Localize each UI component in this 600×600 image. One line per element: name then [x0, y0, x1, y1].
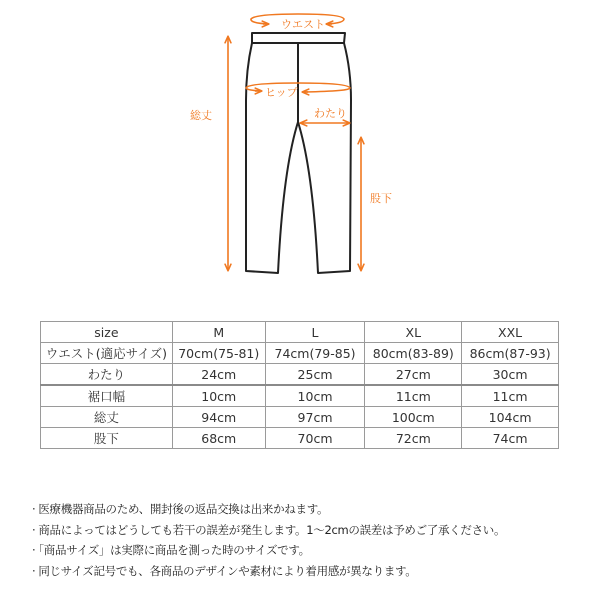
- table-cell: 70cm(75-81): [172, 343, 265, 364]
- row-label: 股下: [41, 428, 173, 449]
- table-row: [41, 364, 559, 386]
- notes-list: [32, 499, 592, 581]
- row-label: ウエスト(適応サイズ): [41, 343, 173, 364]
- header-cell: XXL: [462, 322, 559, 343]
- table-cell: 74cm: [462, 428, 559, 449]
- table-row: [41, 385, 559, 407]
- row-label: 裾口幅: [41, 385, 173, 407]
- thigh-label: わたり: [314, 107, 347, 120]
- table-cell: 24cm: [172, 364, 265, 386]
- table-cell: 72cm: [365, 428, 462, 449]
- note-item: · 商品によってはどうしても若干の誤差が発生します。1〜2cmの誤差は予めご了承ください。: [32, 520, 592, 541]
- waist-label: ウエスト: [281, 18, 325, 31]
- note-item: · 「商品サイズ」は実際に商品を測った時のサイズです。: [32, 540, 592, 561]
- table-row: [41, 428, 559, 449]
- table-cell: 11cm: [365, 385, 462, 407]
- table-cell: 68cm: [172, 428, 265, 449]
- table-cell: 27cm: [365, 364, 462, 386]
- table-row: [41, 343, 559, 364]
- table-cell: 11cm: [462, 385, 559, 407]
- table-cell: 10cm: [265, 385, 365, 407]
- table-cell: 100cm: [365, 407, 462, 428]
- table-cell: 86cm(87-93): [462, 343, 559, 364]
- table-cell: 74cm(79-85): [265, 343, 365, 364]
- header-cell: size: [41, 322, 173, 343]
- row-label: 総丈: [41, 407, 173, 428]
- total-length-label: 総丈: [190, 109, 212, 122]
- hip-label: ヒップ: [265, 86, 298, 99]
- header-cell: L: [265, 322, 365, 343]
- table-cell: 25cm: [265, 364, 365, 386]
- table-header-row: [41, 322, 559, 343]
- note-item: · 医療機器商品のため、開封後の返品交換は出来かねます。: [32, 499, 592, 520]
- table-cell: 70cm: [265, 428, 365, 449]
- size-table: [40, 321, 559, 449]
- table-cell: 97cm: [265, 407, 365, 428]
- header-cell: M: [172, 322, 265, 343]
- header-cell: XL: [365, 322, 462, 343]
- table-cell: 10cm: [172, 385, 265, 407]
- row-label: わたり: [41, 364, 173, 386]
- table-cell: 104cm: [462, 407, 559, 428]
- note-item: · 同じサイズ記号でも、各商品のデザインや素材により着用感が異なります。: [32, 561, 592, 582]
- table-row: [41, 407, 559, 428]
- table-cell: 30cm: [462, 364, 559, 386]
- table-cell: 94cm: [172, 407, 265, 428]
- inseam-label: 股下: [370, 192, 392, 205]
- table-cell: 80cm(83-89): [365, 343, 462, 364]
